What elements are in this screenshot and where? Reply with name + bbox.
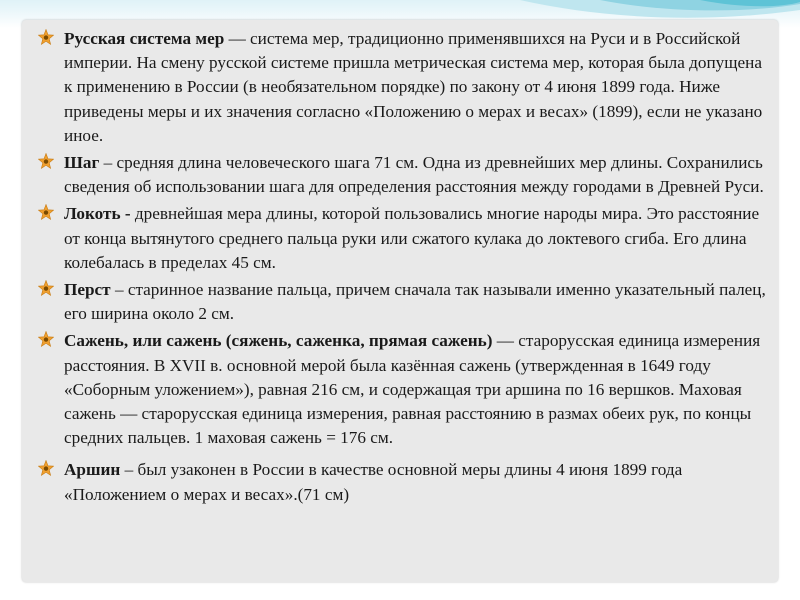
list-item [36,329,768,450]
term-description: древнейшая мера длины, которой пользовались многие народы мира. Это расстояние от конца вытянутого среднего пальца руки или сжатого кулака до локтевого сгиба. Его длина колебалась в пределах 45 см. [64,204,760,272]
star-bullet-icon [38,460,54,476]
term-label: Аршин [64,460,121,480]
list-item [36,278,768,326]
bullet-list [36,27,768,510]
term-label: Шаг [64,153,100,173]
star-bullet-icon [38,280,54,296]
list-item [36,202,768,275]
term-description: — система мер, традиционно применявшихся на Руси и в Российской империи. На смену русской системе пришла метрическая система мер, которая была допущена к применению в России (в необязательном порядке) по закону от 4 июня 1899 года. Ниже приведены меры и их значения согласно «Положению о мерах и весах» (1899), если не указано иное. [64,29,763,145]
list-item [36,27,768,148]
star-bullet-icon [38,153,54,169]
list-item [36,458,768,506]
star-bullet-icon [38,204,54,220]
star-bullet-icon [38,331,54,347]
term-description: — старорусская единица измерения расстояния. В XVII в. основной мерой была казённая сажень (утвержденная в 1649 году «Соборным уложением»), равная 216 см, и содержащая три аршина по 16 вершков. Маховая сажень — старорусская единица измерения, равная расстоянию в размах обеих рук, по концы средних пальцев. 1 маховая сажень = 176 см. [64,331,761,448]
text-panel [22,20,778,582]
term-description: – был узаконен в России в качестве основной меры длины 4 июня 1899 года «Положением о мерах и весах».(71 см) [64,460,683,504]
term-label: Локоть - [64,204,131,224]
term-label: Сажень, или сажень (сяжень, саженка, прямая сажень) [64,331,493,351]
star-bullet-icon [38,29,54,45]
list-item [36,151,768,199]
term-description: – старинное название пальца, причем сначала так называли именно указательный палец, его ширина около 2 см. [64,280,766,324]
term-label: Перст [64,280,111,300]
term-description: – средняя длина человеческого шага 71 см. Одна из древнейших мер длины. Сохранились сведения об использовании шага для определения расстояния между городами в Древней Руси. [64,153,764,197]
term-label: Русская система мер [64,29,225,48]
